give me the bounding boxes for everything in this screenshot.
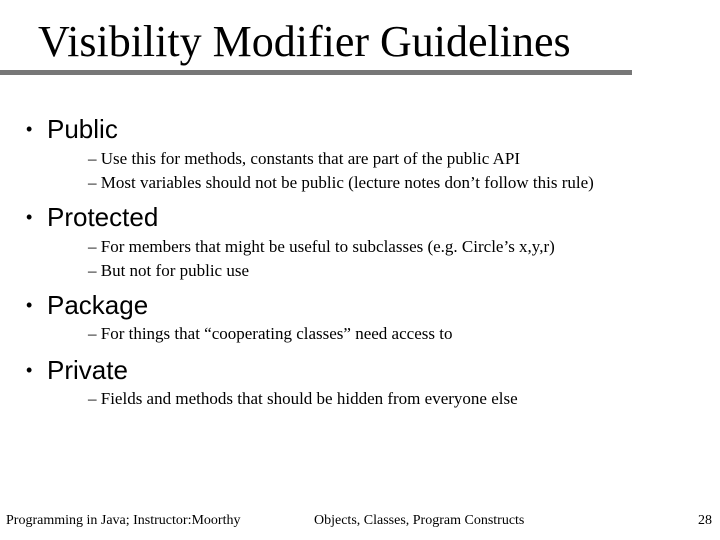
bullet-public: [26, 114, 118, 144]
sub-point: – Most variables should not be public (lecture notes don’t follow this rule): [88, 173, 594, 192]
sub-point: – Fields and methods that should be hidden from everyone else: [88, 389, 518, 408]
bullet-dot-icon: •: [26, 360, 33, 380]
bullet-protected: [26, 202, 158, 232]
bullet-package: [26, 290, 148, 320]
sub-point: – For things that “cooperating classes” need access to: [88, 324, 453, 343]
footer-topic: Objects, Classes, Program Constructs: [314, 513, 525, 528]
bullet-dot-icon: •: [26, 119, 33, 139]
slide-title: Visibility Modifier Guidelines: [38, 17, 571, 66]
bullet-heading: Private: [47, 355, 128, 385]
bullet-heading: Protected: [47, 202, 159, 232]
sub-point: – Use this for methods, constants that are part of the public API: [88, 149, 520, 168]
title-underline: [0, 70, 632, 75]
bullet-heading: Package: [47, 290, 149, 320]
footer-course: Programming in Java; Instructor:Moorthy: [6, 513, 241, 528]
sub-point: – For members that might be useful to subclasses (e.g. Circle’s x,y,r): [88, 237, 555, 256]
bullet-private: [26, 355, 128, 385]
sub-point: – But not for public use: [88, 261, 250, 280]
bullet-heading: Public: [47, 114, 118, 144]
bullet-dot-icon: •: [26, 207, 33, 227]
page-number: 28: [698, 513, 712, 528]
bullet-dot-icon: •: [26, 295, 33, 315]
